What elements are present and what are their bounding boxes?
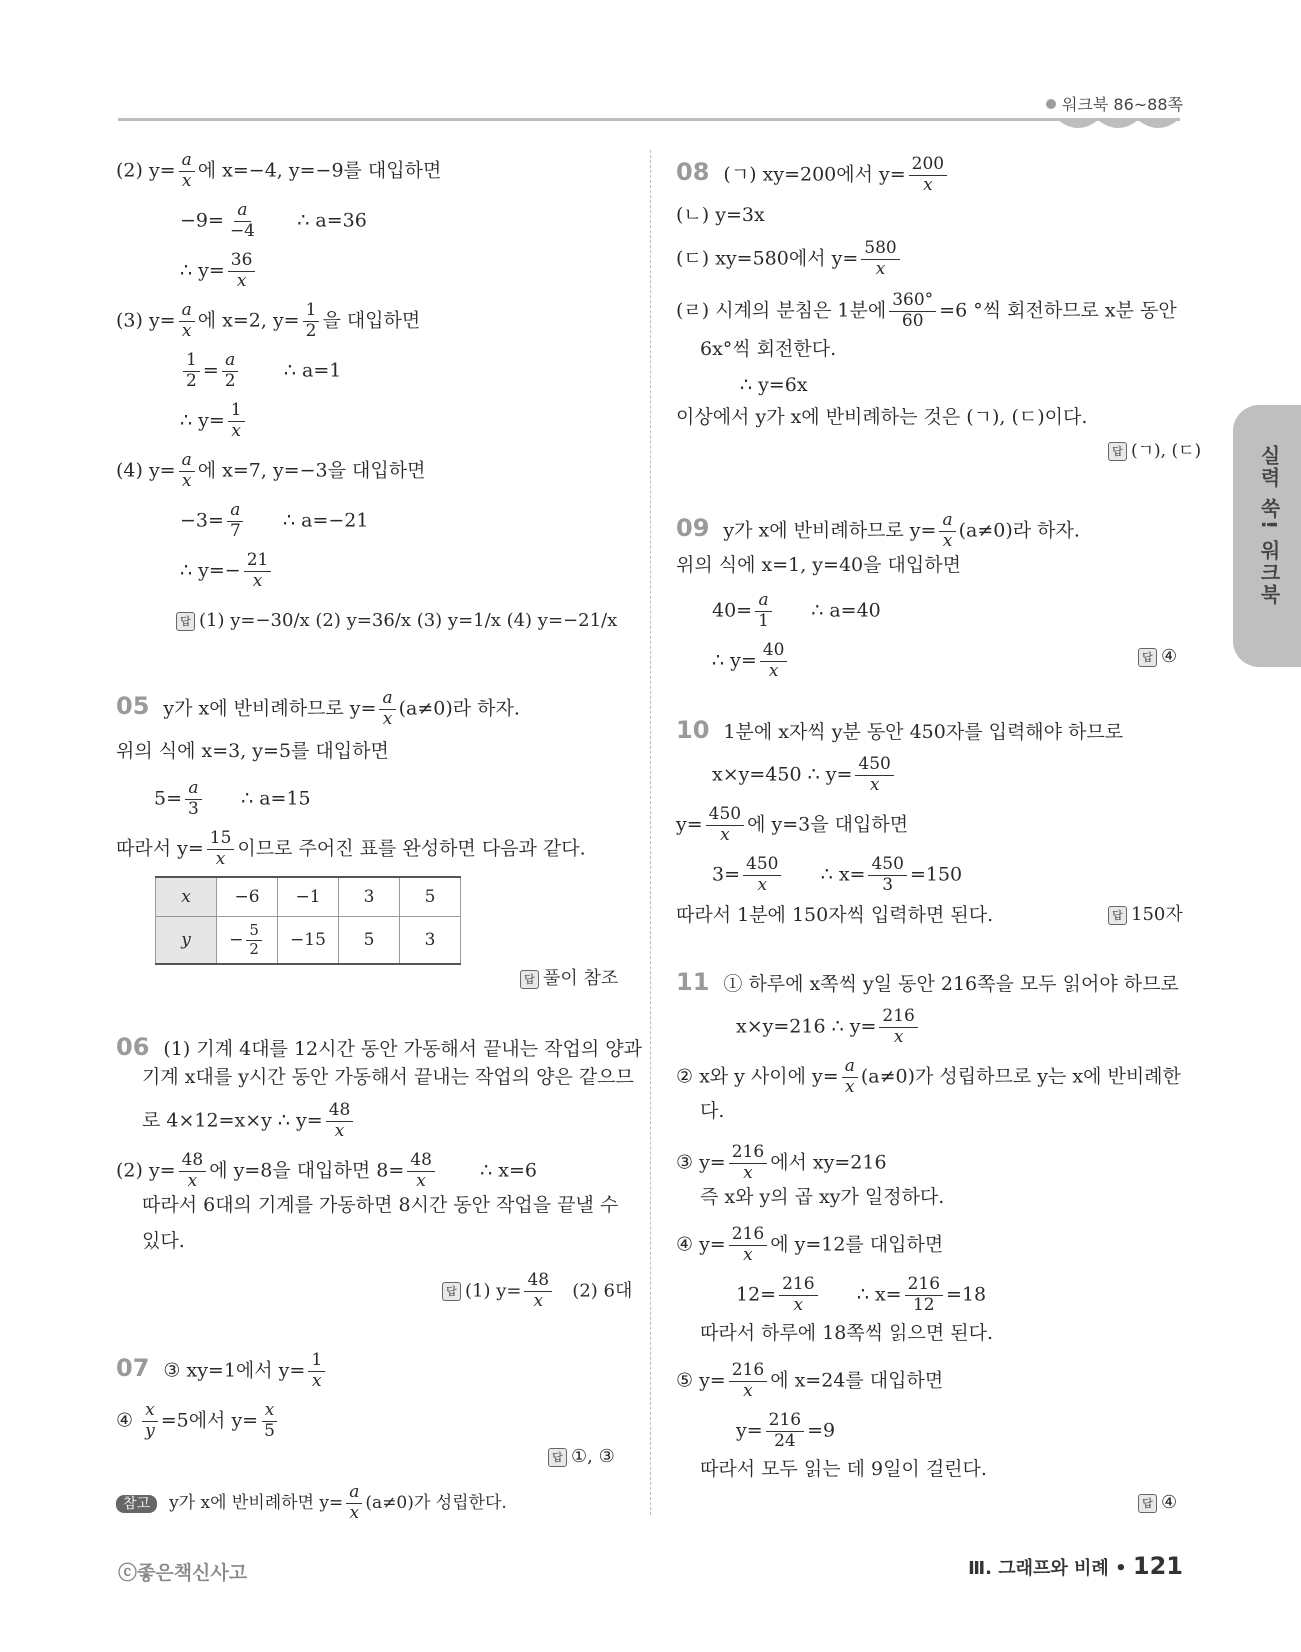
q04-part3-line2: $\frac{1}{2}$ = $\frac{a}{2}$ ∴ a=1 [180, 352, 341, 391]
q08-line2: (ㄴ) y=3x [676, 204, 765, 226]
answer-icon: 답 [1138, 1494, 1157, 1513]
q06-line1: 06 (1) 기계 4대를 12시간 동안 가동해서 끝내는 작업의 양과 [116, 1033, 642, 1061]
q07-answer: 답 ①, ③ [548, 1448, 615, 1467]
answer-icon: 답 [442, 1282, 461, 1301]
table-header-y: y [156, 917, 217, 965]
q11-line3: ② x와 y 사이에 y= $\frac{a}{x}$ (a≠0)가 성립하므로 y는 x에 반비례한 [676, 1056, 1181, 1097]
answer-icon: 답 [548, 1448, 567, 1467]
q11-answer: 답 ④ [1138, 1494, 1177, 1513]
q06-line2: 기계 x대를 y시간 동안 가동해서 끝내는 작업의 양은 같으므 [142, 1066, 634, 1088]
q11-line9: ⑤ y= $\frac{216}{x}$ 에 x=24를 대입하면 [676, 1360, 944, 1401]
q11-line3c: 다. [700, 1100, 725, 1122]
q11-line7: 12= $\frac{216}{x}$ ∴ x= $\frac{216}{12}$ =18 [736, 1274, 987, 1315]
table-cell: 3 [339, 877, 400, 917]
q05-solve: 5= $\frac{a}{3}$ ∴ a=15 [154, 778, 311, 819]
answer-icon: 답 [1108, 906, 1127, 925]
q11-line1: 11 ① 하루에 x쪽씩 y일 동안 216쪽을 모두 읽어야 하므로 [676, 968, 1179, 996]
table-row [156, 877, 461, 917]
q04-part2-line2: −9= $\frac{a}{-4}$ ∴ a=36 [180, 200, 367, 241]
q04-part4-line2: −3= $\frac{a}{7}$ ∴ a=−21 [180, 500, 369, 541]
q11-line4: ③ y= $\frac{216}{x}$ 에서 xy=216 [676, 1142, 887, 1183]
q08-line7: 이상에서 y가 x에 반비례하는 것은 (ㄱ), (ㄷ)이다. [676, 406, 1088, 428]
q06-line5: 따라서 6대의 기계를 가동하면 8시간 동안 작업을 끝낼 수 [142, 1194, 619, 1216]
q10-answer: 답 150자 [1108, 906, 1183, 925]
q10-line4: 3= $\frac{450}{x}$ ∴ x= $\frac{450}{3}$ =150 [712, 854, 963, 895]
q05-value-table [155, 876, 461, 965]
q04-part3-result: ∴ y= $\frac{1}{x}$ [180, 402, 248, 441]
q11-line6: ④ y= $\frac{216}{x}$ 에 y=12를 대입하면 [676, 1224, 944, 1265]
table-cell: −1 [278, 877, 339, 917]
header-rule [118, 118, 1180, 121]
q05-substitute: 위의 식에 x=3, y=5를 대입하면 [116, 740, 389, 762]
table-cell: 3 [400, 917, 461, 965]
header-wave-decoration [1058, 120, 1180, 134]
answer-icon: 답 [1138, 648, 1157, 667]
table-cell: −15 [278, 917, 339, 965]
q09-line1: 09 y가 x에 반비례하므로 y= $\frac{a}{x}$ (a≠0)라 하자. [676, 510, 1080, 551]
q09-line2: 위의 식에 x=1, y=40을 대입하면 [676, 554, 961, 576]
table-cell: −6 [217, 877, 278, 917]
q06-line4: (2) y= $\frac{48}{x}$ 에 y=8을 대입하면 8= $\frac{48}{x}$ ∴ x=6 [116, 1150, 538, 1191]
q04-part2-line1: (2) y= $\frac{a}{x}$ 에 x=−4, y=−9를 대입하면 [116, 150, 442, 191]
q08-line6: ∴ y=6x [740, 374, 808, 396]
q08-line1: 08 (ㄱ) xy=200에서 y= $\frac{200}{x}$ [676, 156, 950, 195]
table-header-x: x [156, 877, 217, 917]
q08-line4: (ㄹ) 시계의 분침은 1분에 $\frac{360^\circ}{60}$ =6 °씩 회전하므로 x분 동안 [676, 290, 1177, 331]
answer-icon: 답 [520, 970, 539, 989]
q04-answer: 답 (1) y=−30/x (2) y=36/x (3) y=1/x (4) y=−21/x [176, 612, 617, 631]
q11-line8: 따라서 하루에 18쪽씩 읽으면 된다. [700, 1322, 993, 1344]
column-divider [650, 150, 651, 1515]
q05-conclusion: 따라서 y= $\frac{15}{x}$ 이므로 주어진 표를 완성하면 다음과 같다. [116, 828, 586, 869]
q05-intro: 05 y가 x에 반비례하므로 y= $\frac{a}{x}$ (a≠0)라 하자. [116, 688, 520, 729]
publisher-logo: ⓒ좋은책신사고 [118, 1562, 248, 1584]
q11-line11: 따라서 모두 읽는 데 9일이 걸린다. [700, 1458, 987, 1480]
table-row [156, 917, 461, 965]
table-cell: − $\frac{5}{2}$ [217, 917, 278, 965]
q11-line2: x×y=216 ∴ y= $\frac{216}{x}$ [736, 1008, 921, 1047]
q08-line3: (ㄷ) xy=580에서 y= $\frac{580}{x}$ [676, 240, 903, 279]
table-cell: 5 [339, 917, 400, 965]
side-tab[interactable]: 실력 쑥! 워크북 [1233, 405, 1301, 667]
answer-icon: 답 [176, 612, 195, 631]
q05-answer: 답 풀이 참조 [520, 970, 618, 989]
q06-answer: 답 (1) y= $\frac{48}{x}$ (2) 6대 [442, 1272, 632, 1311]
answer-icon: 답 [1108, 442, 1127, 461]
q06-line6: 있다. [142, 1230, 185, 1252]
bullet-icon [1046, 99, 1056, 109]
q08-line5: 6x°씩 회전한다. [700, 338, 837, 360]
q09-answer: 답 ④ [1138, 648, 1177, 667]
page-number: 121 [1132, 1552, 1183, 1580]
q09-result: ∴ y= $\frac{40}{x}$ [712, 642, 790, 681]
q04-part4-result: ∴ y=− $\frac{21}{x}$ [180, 552, 274, 591]
page-footer: Ⅲ. 그래프와 비례 • 121 [968, 1552, 1183, 1580]
q04-part2-result: ∴ y= $\frac{36}{x}$ [180, 252, 258, 291]
q08-answer: 답 (ㄱ), (ㄷ) [1108, 442, 1201, 461]
q10-line1: 10 1분에 x자씩 y분 동안 450자를 입력해야 하므로 [676, 716, 1124, 744]
q11-line5: 즉 x와 y의 곱 xy가 일정하다. [700, 1186, 945, 1208]
q04-part3-line1: (3) y= $\frac{a}{x}$ 에 x=2, y= $\frac{1}{2}$ 을 대입하면 [116, 300, 421, 341]
q10-line2: x×y=450 ∴ y= $\frac{450}{x}$ [712, 756, 897, 795]
q07-line2: ④ $\frac{x}{y}$ =5에서 y= $\frac{x}{5}$ [116, 1402, 281, 1441]
workbook-reference: 워크북 86~88쪽 [1046, 92, 1183, 115]
q11-line10: y= $\frac{216}{24}$ =9 [736, 1410, 836, 1451]
q10-line5: 따라서 1분에 150자씩 입력하면 된다. [676, 904, 994, 926]
q04-part4-line1: (4) y= $\frac{a}{x}$ 에 x=7, y=−3을 대입하면 [116, 450, 426, 491]
q07-note: 참고 y가 x에 반비례하면 y= $\frac{a}{x}$ (a≠0)가 성립한다. [116, 1484, 507, 1523]
q06-line3: 로 4×12=x×y ∴ y= $\frac{48}{x}$ [142, 1102, 356, 1141]
q10-line3: y= $\frac{450}{x}$ 에 y=3을 대입하면 [676, 804, 909, 845]
q09-line3: 40= $\frac{a}{1}$ ∴ a=40 [712, 590, 881, 631]
q07-line1: 07 ③ xy=1에서 y= $\frac{1}{x}$ [116, 1352, 328, 1391]
table-cell: 5 [400, 877, 461, 917]
